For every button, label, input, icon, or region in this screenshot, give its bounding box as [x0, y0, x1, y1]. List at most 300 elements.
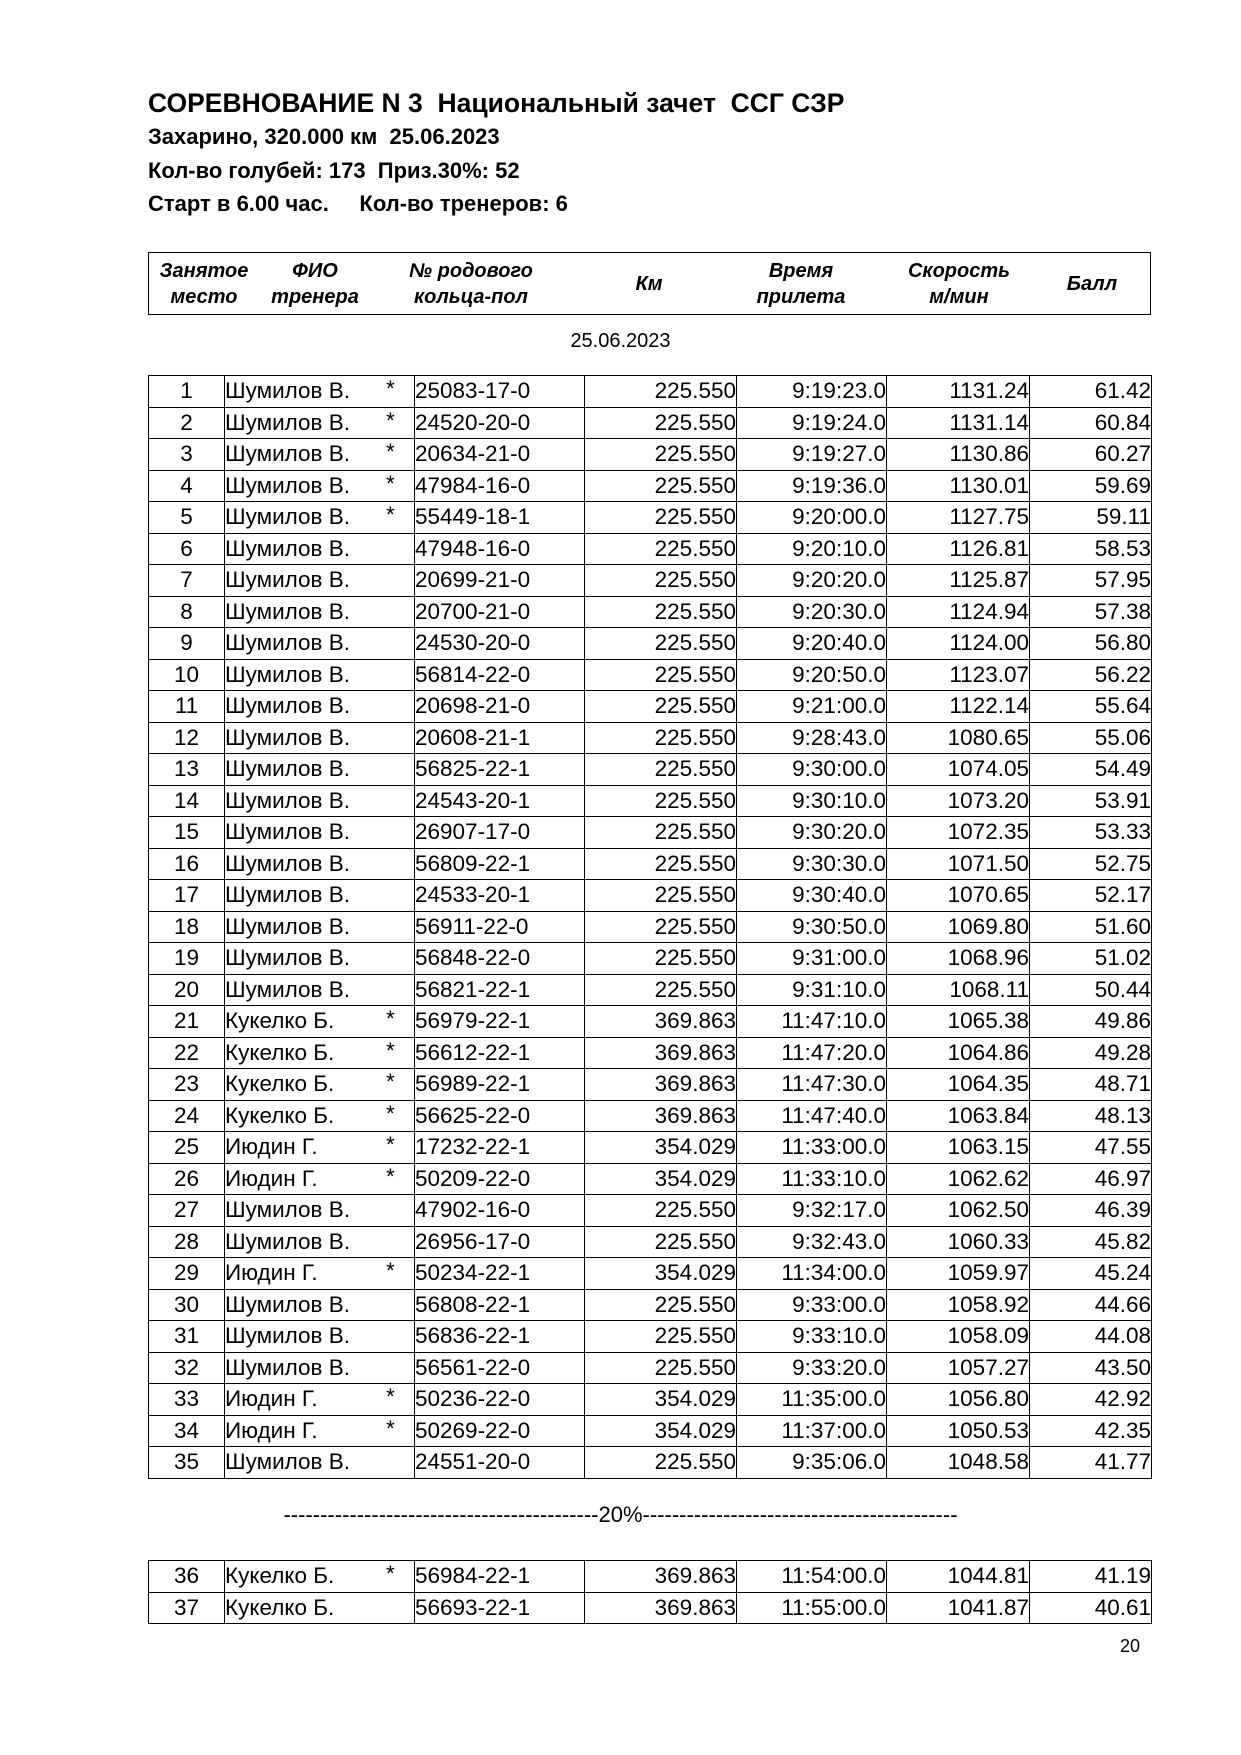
ring-cell: 20699-21-0	[415, 565, 585, 597]
mark-star: *	[386, 407, 395, 433]
report-header	[148, 86, 844, 221]
ring-cell: 56911-22-0	[415, 911, 585, 943]
trainer-cell	[225, 817, 415, 849]
speed-cell: 1071.50	[887, 848, 1030, 880]
ring-cell: 50234-22-1	[415, 1258, 585, 1290]
speed-cell: 1068.11	[887, 974, 1030, 1006]
speed-cell: 1048.58	[887, 1447, 1030, 1479]
time-cell: 9:30:50.0	[737, 911, 887, 943]
table-row	[149, 1132, 1152, 1164]
place-cell: 6	[149, 533, 225, 565]
mark-star: *	[386, 1037, 395, 1063]
time-cell: 11:54:00.0	[737, 1561, 887, 1593]
trainer-name: Шумилов В.	[225, 630, 351, 656]
col-km-header: Км	[635, 272, 663, 295]
trainer-name: Июдин Г.	[225, 1417, 318, 1443]
speed-cell: 1124.94	[887, 596, 1030, 628]
trainer-cell	[225, 754, 415, 786]
place-cell: 10	[149, 659, 225, 691]
col-ring-header: № родового кольца-пол	[409, 259, 533, 308]
speed-cell: 1062.62	[887, 1163, 1030, 1195]
table-row	[149, 1069, 1152, 1101]
time-cell: 11:55:00.0	[737, 1592, 887, 1624]
trainer-cell	[225, 974, 415, 1006]
km-cell: 369.863	[585, 1037, 737, 1069]
ring-cell: 24530-20-0	[415, 628, 585, 660]
speed-cell: 1058.09	[887, 1321, 1030, 1353]
speed-cell: 1063.15	[887, 1132, 1030, 1164]
trainer-cell	[225, 911, 415, 943]
points-cell: 53.91	[1030, 785, 1152, 817]
km-cell: 354.029	[585, 1384, 737, 1416]
time-cell: 9:33:00.0	[737, 1289, 887, 1321]
place-cell: 2	[149, 407, 225, 439]
trainer-cell	[225, 1415, 415, 1447]
trainer-name: Кукелко Б.	[225, 1594, 335, 1620]
ring-cell: 50236-22-0	[415, 1384, 585, 1416]
table-row	[149, 1384, 1152, 1416]
speed-cell: 1064.35	[887, 1069, 1030, 1101]
table-row	[149, 439, 1152, 471]
km-cell: 369.863	[585, 1592, 737, 1624]
location-distance-date: Захарино, 320.000 км 25.06.2023	[148, 124, 500, 149]
trainer-cell	[225, 596, 415, 628]
points-cell: 43.50	[1030, 1352, 1152, 1384]
place-cell: 22	[149, 1037, 225, 1069]
trainer-cell	[225, 1447, 415, 1479]
time-cell: 9:33:20.0	[737, 1352, 887, 1384]
pigeon-count-prizes: Кол-во голубей: 173 Приз.30%: 52	[148, 157, 520, 183]
speed-cell: 1065.38	[887, 1006, 1030, 1038]
ring-cell: 26907-17-0	[415, 817, 585, 849]
mark-star: *	[386, 502, 395, 527]
table-row	[149, 1447, 1152, 1479]
table-row	[149, 722, 1152, 754]
km-cell: 369.863	[585, 1069, 737, 1101]
mark-star: *	[386, 1132, 395, 1157]
time-cell: 9:19:36.0	[737, 470, 887, 502]
speed-cell: 1069.80	[887, 911, 1030, 943]
km-cell: 225.550	[585, 628, 737, 660]
time-cell: 11:37:00.0	[737, 1415, 887, 1447]
trainer-name: Кукелко Б.	[225, 1071, 335, 1097]
table-row	[149, 1321, 1152, 1353]
trainer-name: Шумилов В.	[225, 472, 351, 498]
place-cell: 7	[149, 565, 225, 597]
time-cell: 9:20:30.0	[737, 596, 887, 628]
ring-cell: 56836-22-1	[415, 1321, 585, 1353]
time-cell: 9:30:40.0	[737, 880, 887, 912]
table-row	[149, 502, 1152, 534]
trainer-name: Шумилов В.	[225, 913, 351, 939]
time-cell: 9:19:24.0	[737, 407, 887, 439]
km-cell: 354.029	[585, 1132, 737, 1164]
trainer-name: Июдин Г.	[225, 1386, 318, 1412]
table-row	[149, 533, 1152, 565]
km-cell: 225.550	[585, 1289, 737, 1321]
points-cell: 59.11	[1030, 502, 1152, 534]
col-place-header: Занятое место	[159, 259, 249, 308]
ring-cell: 56979-22-1	[415, 1006, 585, 1038]
mark-star: *	[386, 470, 395, 496]
table-row	[149, 659, 1152, 691]
results-table	[148, 375, 1152, 1479]
table-row	[149, 911, 1152, 943]
km-cell: 225.550	[585, 376, 737, 408]
points-cell: 41.77	[1030, 1447, 1152, 1479]
trainer-cell	[225, 785, 415, 817]
ring-cell: 56825-22-1	[415, 754, 585, 786]
ring-cell: 24551-20-0	[415, 1447, 585, 1479]
results-table-continued	[148, 1560, 1152, 1624]
points-cell: 46.97	[1030, 1163, 1152, 1195]
trainer-cell	[225, 1100, 415, 1132]
points-cell: 45.24	[1030, 1258, 1152, 1290]
trainer-cell	[225, 1352, 415, 1384]
time-cell: 11:47:20.0	[737, 1037, 887, 1069]
points-cell: 47.55	[1030, 1132, 1152, 1164]
trainer-name: Шумилов В.	[225, 504, 351, 530]
points-cell: 42.35	[1030, 1415, 1152, 1447]
trainer-cell	[225, 1592, 415, 1624]
speed-cell: 1124.00	[887, 628, 1030, 660]
speed-cell: 1062.50	[887, 1195, 1030, 1227]
mark-star: *	[386, 376, 395, 401]
place-cell: 1	[149, 376, 225, 408]
ring-cell: 56989-22-1	[415, 1069, 585, 1101]
trainer-name: Шумилов В.	[225, 882, 351, 908]
trainer-cell	[225, 943, 415, 975]
prize-cutoff-divider: -------------------------------------------20%-------------------------------------------	[283, 1502, 958, 1527]
points-cell: 49.28	[1030, 1037, 1152, 1069]
points-cell: 44.08	[1030, 1321, 1152, 1353]
time-cell: 9:30:00.0	[737, 754, 887, 786]
trainer-cell	[225, 722, 415, 754]
time-cell: 9:20:50.0	[737, 659, 887, 691]
km-cell: 225.550	[585, 1321, 737, 1353]
ring-cell: 20700-21-0	[415, 596, 585, 628]
time-cell: 9:31:10.0	[737, 974, 887, 1006]
speed-cell: 1070.65	[887, 880, 1030, 912]
speed-cell: 1127.75	[887, 502, 1030, 534]
place-cell: 4	[149, 470, 225, 502]
trainer-name: Шумилов В.	[225, 819, 351, 845]
trainer-name: Кукелко Б.	[225, 1563, 335, 1589]
km-cell: 225.550	[585, 565, 737, 597]
speed-cell: 1058.92	[887, 1289, 1030, 1321]
time-cell: 9:31:00.0	[737, 943, 887, 975]
speed-cell: 1060.33	[887, 1226, 1030, 1258]
ring-cell: 50269-22-0	[415, 1415, 585, 1447]
time-cell: 9:19:23.0	[737, 376, 887, 408]
table-row	[149, 754, 1152, 786]
time-cell: 11:47:40.0	[737, 1100, 887, 1132]
race-date: 25.06.2023	[570, 330, 671, 352]
km-cell: 369.863	[585, 1561, 737, 1593]
place-cell: 26	[149, 1163, 225, 1195]
trainer-name: Шумилов В.	[225, 598, 351, 624]
place-cell: 23	[149, 1069, 225, 1101]
trainer-name: Шумилов В.	[225, 724, 351, 750]
mark-star: *	[386, 439, 395, 464]
mark-star: *	[386, 1258, 395, 1283]
table-row	[149, 880, 1152, 912]
trainer-name: Шумилов В.	[225, 787, 351, 813]
trainer-name: Шумилов В.	[225, 976, 351, 1002]
km-cell: 225.550	[585, 974, 737, 1006]
place-cell: 25	[149, 1132, 225, 1164]
km-cell: 225.550	[585, 785, 737, 817]
speed-cell: 1059.97	[887, 1258, 1030, 1290]
place-cell: 12	[149, 722, 225, 754]
speed-cell: 1050.53	[887, 1415, 1030, 1447]
points-cell: 59.69	[1030, 470, 1152, 502]
ring-cell: 24533-20-1	[415, 880, 585, 912]
trainer-cell	[225, 628, 415, 660]
trainer-name: Июдин Г.	[225, 1260, 318, 1286]
ring-cell: 20634-21-0	[415, 439, 585, 471]
speed-cell: 1131.14	[887, 407, 1030, 439]
speed-cell: 1063.84	[887, 1100, 1030, 1132]
ring-cell: 56984-22-1	[415, 1561, 585, 1593]
points-cell: 51.60	[1030, 911, 1152, 943]
trainer-name: Шумилов В.	[225, 535, 351, 561]
speed-cell: 1064.86	[887, 1037, 1030, 1069]
ring-cell: 25083-17-0	[415, 376, 585, 408]
trainer-cell	[225, 376, 415, 408]
table-row	[149, 1006, 1152, 1038]
table-row	[149, 1561, 1152, 1593]
km-cell: 225.550	[585, 817, 737, 849]
speed-cell: 1056.80	[887, 1384, 1030, 1416]
speed-cell: 1041.87	[887, 1592, 1030, 1624]
points-cell: 55.06	[1030, 722, 1152, 754]
trainer-cell	[225, 880, 415, 912]
trainer-name: Шумилов В.	[225, 945, 351, 971]
mark-star: *	[386, 1384, 395, 1409]
ring-cell: 47948-16-0	[415, 533, 585, 565]
points-cell: 51.02	[1030, 943, 1152, 975]
km-cell: 354.029	[585, 1415, 737, 1447]
trainer-cell	[225, 439, 415, 471]
trainer-cell	[225, 1006, 415, 1038]
place-cell: 18	[149, 911, 225, 943]
trainer-name: Шумилов В.	[225, 1449, 351, 1475]
place-cell: 17	[149, 880, 225, 912]
points-cell: 53.33	[1030, 817, 1152, 849]
ring-cell: 56821-22-1	[415, 974, 585, 1006]
col-speed-header: Скорость м/мин	[907, 259, 1010, 308]
trainer-name: Шумилов В.	[225, 1291, 351, 1317]
time-cell: 9:32:17.0	[737, 1195, 887, 1227]
trainer-cell	[225, 1195, 415, 1227]
mark-star: *	[386, 1163, 395, 1189]
trainer-cell	[225, 1037, 415, 1069]
km-cell: 369.863	[585, 1006, 737, 1038]
trainer-name: Шумилов В.	[225, 1197, 351, 1223]
km-cell: 225.550	[585, 470, 737, 502]
km-cell: 354.029	[585, 1258, 737, 1290]
time-cell: 9:20:00.0	[737, 502, 887, 534]
points-cell: 45.82	[1030, 1226, 1152, 1258]
km-cell: 225.550	[585, 911, 737, 943]
competition-title: СОРЕВНОВАНИЕ N 3 Национальный зачет ССГ СЗР	[148, 88, 845, 118]
time-cell: 9:30:10.0	[737, 785, 887, 817]
place-cell: 20	[149, 974, 225, 1006]
trainer-name: Шумилов В.	[225, 567, 351, 593]
km-cell: 225.550	[585, 943, 737, 975]
ring-cell: 56848-22-0	[415, 943, 585, 975]
points-cell: 61.42	[1030, 376, 1152, 408]
table-row	[149, 565, 1152, 597]
points-cell: 52.75	[1030, 848, 1152, 880]
time-cell: 9:30:30.0	[737, 848, 887, 880]
trainer-name: Кукелко Б.	[225, 1008, 335, 1034]
trainer-cell	[225, 1069, 415, 1101]
speed-cell: 1068.96	[887, 943, 1030, 975]
place-cell: 27	[149, 1195, 225, 1227]
table-row	[149, 1163, 1152, 1195]
points-cell: 60.27	[1030, 439, 1152, 471]
table-row	[149, 943, 1152, 975]
trainer-cell	[225, 533, 415, 565]
points-cell: 41.19	[1030, 1561, 1152, 1593]
table-row	[149, 785, 1152, 817]
ring-cell: 56809-22-1	[415, 848, 585, 880]
points-cell: 57.38	[1030, 596, 1152, 628]
time-cell: 9:32:43.0	[737, 1226, 887, 1258]
speed-cell: 1073.20	[887, 785, 1030, 817]
time-cell: 9:20:10.0	[737, 533, 887, 565]
trainer-cell	[225, 691, 415, 723]
place-cell: 37	[149, 1592, 225, 1624]
place-cell: 35	[149, 1447, 225, 1479]
place-cell: 5	[149, 502, 225, 534]
km-cell: 369.863	[585, 1100, 737, 1132]
ring-cell: 20698-21-0	[415, 691, 585, 723]
table-row	[149, 1100, 1152, 1132]
trainer-name: Шумилов В.	[225, 1228, 351, 1254]
start-time-trainer-count: Старт в 6.00 час. Кол-во тренеров: 6	[148, 191, 568, 216]
points-cell: 57.95	[1030, 565, 1152, 597]
km-cell: 225.550	[585, 722, 737, 754]
trainer-cell	[225, 565, 415, 597]
ring-cell: 56808-22-1	[415, 1289, 585, 1321]
table-row	[149, 1352, 1152, 1384]
trainer-cell	[225, 1384, 415, 1416]
trainer-name: Шумилов В.	[225, 661, 351, 687]
mark-star: *	[386, 1415, 395, 1441]
time-cell: 11:33:10.0	[737, 1163, 887, 1195]
time-cell: 11:47:30.0	[737, 1069, 887, 1101]
results-column-header	[148, 252, 1151, 315]
time-cell: 9:21:00.0	[737, 691, 887, 723]
table-row	[149, 1289, 1152, 1321]
table-row	[149, 1226, 1152, 1258]
trainer-name: Шумилов В.	[225, 441, 351, 467]
place-cell: 14	[149, 785, 225, 817]
time-cell: 9:30:20.0	[737, 817, 887, 849]
time-cell: 9:35:06.0	[737, 1447, 887, 1479]
place-cell: 9	[149, 628, 225, 660]
points-cell: 60.84	[1030, 407, 1152, 439]
speed-cell: 1125.87	[887, 565, 1030, 597]
ring-cell: 47984-16-0	[415, 470, 585, 502]
km-cell: 225.550	[585, 502, 737, 534]
table-row	[149, 817, 1152, 849]
speed-cell: 1072.35	[887, 817, 1030, 849]
trainer-cell	[225, 1561, 415, 1593]
speed-cell: 1074.05	[887, 754, 1030, 786]
table-row	[149, 628, 1152, 660]
table-row	[149, 470, 1152, 502]
km-cell: 225.550	[585, 1352, 737, 1384]
points-cell: 58.53	[1030, 533, 1152, 565]
points-cell: 46.39	[1030, 1195, 1152, 1227]
time-cell: 9:20:20.0	[737, 565, 887, 597]
table-row	[149, 1037, 1152, 1069]
km-cell: 225.550	[585, 880, 737, 912]
trainer-cell	[225, 1132, 415, 1164]
trainer-name: Шумилов В.	[225, 409, 351, 435]
time-cell: 11:35:00.0	[737, 1384, 887, 1416]
trainer-name: Шумилов В.	[225, 1323, 351, 1349]
speed-cell: 1123.07	[887, 659, 1030, 691]
trainer-name: Шумилов В.	[225, 693, 351, 719]
table-row	[149, 1258, 1152, 1290]
points-cell: 44.66	[1030, 1289, 1152, 1321]
km-cell: 225.550	[585, 848, 737, 880]
col-trainer-header: ФИО тренера	[271, 259, 359, 308]
ring-cell: 56814-22-0	[415, 659, 585, 691]
ring-cell: 26956-17-0	[415, 1226, 585, 1258]
mark-star: *	[386, 1069, 395, 1094]
points-cell: 55.64	[1030, 691, 1152, 723]
ring-cell: 56693-22-1	[415, 1592, 585, 1624]
km-cell: 225.550	[585, 754, 737, 786]
place-cell: 16	[149, 848, 225, 880]
ring-cell: 56561-22-0	[415, 1352, 585, 1384]
time-cell: 9:33:10.0	[737, 1321, 887, 1353]
table-row	[149, 376, 1152, 408]
km-cell: 225.550	[585, 1195, 737, 1227]
km-cell: 225.550	[585, 1226, 737, 1258]
place-cell: 28	[149, 1226, 225, 1258]
ring-cell: 50209-22-0	[415, 1163, 585, 1195]
speed-cell: 1130.01	[887, 470, 1030, 502]
col-points-header: Балл	[1066, 272, 1118, 295]
trainer-name: Шумилов В.	[225, 756, 351, 782]
trainer-name: Шумилов В.	[225, 1354, 351, 1380]
place-cell: 19	[149, 943, 225, 975]
trainer-cell	[225, 1321, 415, 1353]
trainer-cell	[225, 407, 415, 439]
ring-cell: 56612-22-1	[415, 1037, 585, 1069]
points-cell: 48.13	[1030, 1100, 1152, 1132]
place-cell: 30	[149, 1289, 225, 1321]
km-cell: 225.550	[585, 1447, 737, 1479]
place-cell: 32	[149, 1352, 225, 1384]
place-cell: 31	[149, 1321, 225, 1353]
km-cell: 354.029	[585, 1163, 737, 1195]
points-cell: 42.92	[1030, 1384, 1152, 1416]
trainer-cell	[225, 470, 415, 502]
table-row	[149, 596, 1152, 628]
place-cell: 33	[149, 1384, 225, 1416]
trainer-name: Шумилов В.	[225, 850, 351, 876]
points-cell: 49.86	[1030, 1006, 1152, 1038]
mark-star: *	[386, 1561, 395, 1586]
